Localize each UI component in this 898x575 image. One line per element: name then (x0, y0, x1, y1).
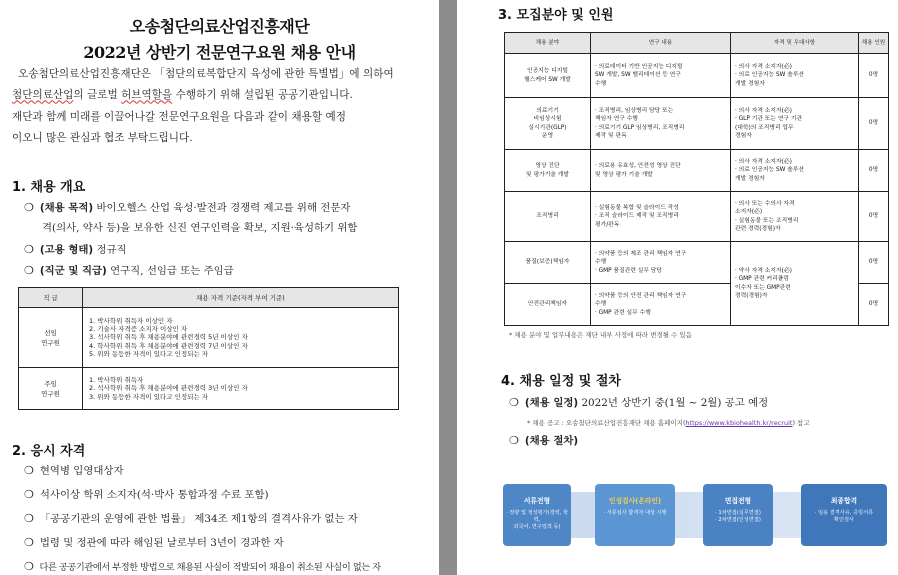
qual-text: 관련 경력(경험)자 (735, 225, 781, 232)
content-text: 책임자 연구 수행 (595, 116, 638, 123)
qual-text: 경력(경험)자 (735, 292, 768, 299)
content-text: · 의료기기 GLP 임상병리, 조직병리 (595, 124, 685, 131)
stage-title: 면접전형 (724, 497, 752, 505)
field-text: 비임상시험 (533, 116, 562, 123)
table-header: 채용 인원 (859, 33, 889, 54)
table-row (505, 54, 889, 98)
circle-bullet-icon: ❍ (509, 396, 519, 409)
section2-heading: 2. 응시 자격 (12, 444, 86, 459)
circle-bullet-icon: ❍ (24, 464, 34, 477)
recruit-link[interactable]: https://www.kbiohealth.kr/recruit (685, 419, 793, 427)
criteria-item: 1. 박사학위 취득자 (89, 376, 144, 385)
content-text: 수행 (595, 259, 607, 266)
intro-line: 오송첨단의료산업진흥재단은 「첨단의료복합단지 육성에 관한 특별법」에 의하여 (18, 68, 394, 80)
stage-title: 최종합격 (830, 497, 858, 505)
stage-desc-line: · 2차면접(인성면접) (715, 517, 761, 523)
criteria-cell (83, 308, 399, 368)
table-row (505, 192, 889, 242)
criteria-item: 2. 기술사 자격증 소지자 이상인 자 (89, 325, 188, 334)
stage-title: 서류전형 (523, 497, 551, 505)
qualification-table (18, 287, 399, 410)
content-cell (591, 150, 731, 192)
eligibility-text: 석사이상 학위 소지자(석·박사 통합과정 수료 포함) (39, 489, 269, 501)
content-text: · 의약품 등의 안전 관리 책임자 연구 (595, 293, 687, 300)
overview-text-cont: 격(의사, 약사 등)을 보유한 신진 연구인력을 확보, 지원·육성하기 위함 (42, 222, 358, 234)
doc-title-line1: 오송첨단의료산업진흥재단 (129, 17, 310, 36)
field-cell (505, 98, 591, 150)
doc-title-line2: 2022년 상반기 전문연구요원 채용 안내 (83, 43, 356, 62)
content-cell (591, 284, 731, 326)
overview-text: 바이오헬스 산업 육성·발전과 경쟁력 제고를 위해 전문자 (93, 202, 351, 214)
field-text: 운영 (541, 132, 554, 139)
stage-personality-test (595, 484, 675, 546)
circle-bullet-icon: ❍ (509, 434, 519, 447)
right-page (457, 0, 898, 575)
content-cell (591, 192, 731, 242)
qual-text: (대학)의 조직병리 업무 (735, 124, 794, 131)
table-row (505, 242, 889, 284)
eligibility-text: 다른 공공기관에서 부정한 방법으로 채용된 사실이 적발되어 채용이 취소된 사실이 없는 자 (39, 562, 381, 573)
schedule-text: 2022년 상반기 중(1월 ~ 2월) 공고 예정 (578, 397, 769, 409)
overview-label: (직군 및 직급) (39, 265, 107, 277)
content-text: · 의료용 유효성, 안전성 영상 진단 (595, 163, 681, 170)
qual-text: 개발 경험자 (735, 175, 765, 182)
stage-desc-line: 외국어, 연구업적 등) (513, 524, 561, 530)
content-text: · GMP 품질관련 실무 담당 (595, 267, 663, 274)
qual-cell (731, 54, 859, 98)
qual-text: · 의사 자격 소지자(必) (735, 108, 792, 115)
content-text: 제작 및 판독 (595, 132, 627, 139)
grade-cell (19, 308, 83, 368)
table-row (505, 98, 889, 150)
table-header-row (505, 33, 889, 54)
content-text: · 실험동물 복합 및 슬라이드 작성 (595, 205, 679, 212)
circle-bullet-icon: ❍ (24, 560, 34, 573)
notice-line (527, 418, 810, 427)
field-text: 인공지능 디지털 (526, 68, 569, 75)
field-text: 및 평가기술 개발 (526, 171, 569, 178)
circle-bullet-icon: ❍ (24, 488, 34, 501)
count-cell: 0명 (859, 98, 889, 150)
content-cell (591, 54, 731, 98)
section3-heading: 3. 모집분야 및 인원 (498, 8, 614, 23)
overview-label: (고용 형태) (39, 244, 94, 256)
intro-underlined-word: 첨단의료산업 (12, 89, 74, 102)
field-cell: 품질(보증)책임자 (505, 242, 591, 284)
intro-line: 이오니 많은 관심과 협조 부탁드립니다. (12, 132, 193, 145)
count-cell: 0명 (859, 192, 889, 242)
field-text: 실시기관(GLP) (528, 124, 567, 131)
qual-text: · 의료 인공지능 SW 솔루션 (735, 167, 805, 174)
stage-desc (801, 510, 887, 524)
qual-text: 경험자 (735, 132, 752, 139)
content-cell (591, 98, 731, 150)
eligibility-list (24, 461, 434, 575)
procedure-flow (503, 484, 889, 546)
count-cell: 0명 (859, 284, 889, 326)
overview-text: 정규직 (93, 244, 127, 256)
eligibility-item (24, 485, 434, 505)
grade-text: 주임 (44, 379, 57, 388)
page-gap (439, 0, 457, 575)
qual-text: · GMP 관련 커리큘럼 (735, 276, 789, 283)
grade-cell (19, 368, 83, 410)
eligibility-item (24, 461, 434, 481)
overview-label: (채용 목적) (39, 202, 94, 214)
table-row (19, 308, 399, 368)
table-header: 채용 자격 기준(자격 부여 기준) (83, 288, 399, 308)
overview-item (24, 240, 127, 260)
table-header: 자격 및 우대사항 (731, 33, 859, 54)
qual-text: · 의료 인공지능 SW 솔루션 (735, 72, 805, 79)
qual-text: · 약사 자격 소지자(必) (735, 268, 792, 275)
circle-bullet-icon: ❍ (24, 512, 34, 525)
stage-desc-line: 확인검사 (833, 517, 855, 523)
circle-bullet-icon: ❍ (24, 536, 34, 549)
content-text: · 의약품 등의 제조 관리 책임자 연구 (595, 251, 687, 258)
table-row (505, 150, 889, 192)
grade-text: 선임 (44, 328, 57, 337)
content-text: SW 개발, SW 밸리데이션 등 연구 (595, 72, 681, 79)
criteria-item: 2. 석사학위 취득 후 채용분야에 관련경력 3년 이상인 자 (89, 384, 248, 393)
intro-text: 수행하기 위해 설립된 공공기관입니다. (172, 89, 353, 102)
stage-document-screening (503, 484, 571, 546)
table-header-row (19, 288, 399, 308)
table-header: 연구 내용 (591, 33, 731, 54)
stage-desc-line: · 임용 결격사유, 증빙서류 (814, 510, 874, 516)
qual-text: · 의사 자격 소지자(必) (735, 159, 792, 166)
table-row (19, 368, 399, 410)
qual-text: · 의사 자격 소지자(必) (735, 64, 792, 71)
field-cell (505, 150, 591, 192)
stage-desc-line: · 정량 및 정성평가(경력, 학력, (505, 510, 569, 523)
qual-cell (731, 150, 859, 192)
field-text: 헬스케어 SW 개발 (524, 76, 571, 83)
field-cell (505, 54, 591, 98)
count-cell: 0명 (859, 54, 889, 98)
intro-underlined-word: 허브역할을 (121, 89, 173, 102)
qual-cell (731, 98, 859, 150)
stage-desc (703, 510, 773, 524)
content-text: 평가/판독 (595, 221, 620, 228)
content-text: 수행 (595, 80, 607, 87)
grade-text: 연구원 (41, 389, 60, 398)
left-page (0, 0, 439, 575)
overview-item (24, 261, 234, 281)
table-header: 직 급 (19, 288, 83, 308)
stage-desc (503, 510, 571, 531)
eligibility-item (24, 509, 434, 529)
content-text: · 의료데이터 기반 인공지능 디지털 (595, 64, 683, 71)
notice-text: ) 참고 (792, 419, 810, 427)
recruitment-table (504, 32, 889, 326)
stage-desc-line: · 1차면접(실무면접) (715, 510, 761, 516)
stage-interview (703, 484, 773, 546)
circle-bullet-icon: ❍ (24, 201, 34, 214)
field-cell: 조직병리 (505, 192, 591, 242)
intro-line (12, 85, 404, 106)
qual-cell (731, 192, 859, 242)
qual-cell-merged (731, 242, 859, 326)
intro-line: 재단과 함께 미래를 이끌어나갈 전문연구요원을 다음과 같이 채용할 예정 (12, 110, 346, 123)
table-header: 채용 분야 (505, 33, 591, 54)
overview-item (24, 198, 404, 238)
qual-text: 개발 경험자 (735, 80, 765, 87)
content-text: · GMP 관련 실무 수행 (595, 309, 651, 316)
field-cell: 안전관리책임자 (505, 284, 591, 326)
criteria-item: 1. 박사학위 취득자 이상인 자 (89, 316, 173, 325)
intro-text: 의 글로벌 (73, 89, 122, 102)
qual-text: · 의사 또는 수의사 자격 (735, 201, 795, 208)
grade-text: 연구원 (41, 338, 60, 347)
content-text: 및 영상 평가 기술 개발 (595, 171, 653, 178)
eligibility-text: 현역병 입영대상자 (39, 465, 124, 477)
criteria-item: 3. 위와 동등한 자격이 있다고 인정되는 자 (89, 392, 209, 401)
stage-title: 인성검사(온라인) (608, 497, 662, 505)
circle-bullet-icon: ❍ (24, 243, 34, 256)
eligibility-text: 법령 및 정관에 따라 해임된 날로부터 3년이 경과한 자 (39, 537, 284, 549)
qual-text: · GLP 기관 또는 연구 기관 (735, 116, 803, 123)
content-text: 수행 (595, 301, 607, 308)
criteria-item: 5. 위와 동등한 자격이 있다고 인정되는 자 (89, 349, 209, 358)
stage-desc: · 서류심사 합격자 대상 시행 (603, 510, 667, 516)
criteria-item: 3. 석사학위 취득 후 채용분야에 관련경력 5년 이상인 자 (89, 333, 248, 342)
eligibility-text: 「공공기관의 운영에 관한 법률」 제34조 제1항의 결격사유가 없는 자 (39, 513, 358, 525)
circle-bullet-icon: ❍ (24, 264, 34, 277)
table-footnote: * 채용 분야 및 업무내용은 재단 내부 사정에 따라 변경될 수 있음 (509, 331, 692, 339)
qual-text: 이수자 또는 GMP관련 (735, 284, 791, 291)
schedule-item (509, 393, 768, 413)
count-cell: 0명 (859, 242, 889, 284)
qual-text: · 실험동물 또는 조직병리 (735, 217, 799, 224)
criteria-item: 4. 학사학위 취득 후 채용분야에 관련경력 7년 이상인 자 (89, 341, 248, 350)
procedure-item (509, 431, 578, 451)
qual-text: 소지자(必) (735, 209, 763, 216)
schedule-label: (채용 일정) (524, 397, 579, 409)
eligibility-item (24, 557, 434, 575)
content-text: · 조직 슬라이드 제작 및 조직병리 (595, 213, 679, 220)
notice-text: * 채용 공고 : 오송첨단의료산업진흥재단 채용 홈페이지( (527, 419, 686, 427)
content-cell (591, 242, 731, 284)
count-cell: 0명 (859, 150, 889, 192)
section1-heading: 1. 채용 개요 (12, 180, 86, 195)
field-text: 영상 진단 (535, 163, 560, 170)
overview-text: 연구직, 선임급 또는 주임급 (106, 265, 234, 277)
content-text: · 조직병리, 임상병리 담당 또는 (595, 108, 674, 115)
field-text: 의료기기 (536, 108, 559, 115)
eligibility-item (24, 533, 434, 553)
procedure-label: (채용 절차) (524, 435, 579, 447)
stage-final-pass (801, 484, 887, 546)
intro-paragraph (12, 64, 404, 150)
criteria-cell (83, 368, 399, 410)
section4-heading: 4. 채용 일정 및 절차 (501, 374, 621, 389)
